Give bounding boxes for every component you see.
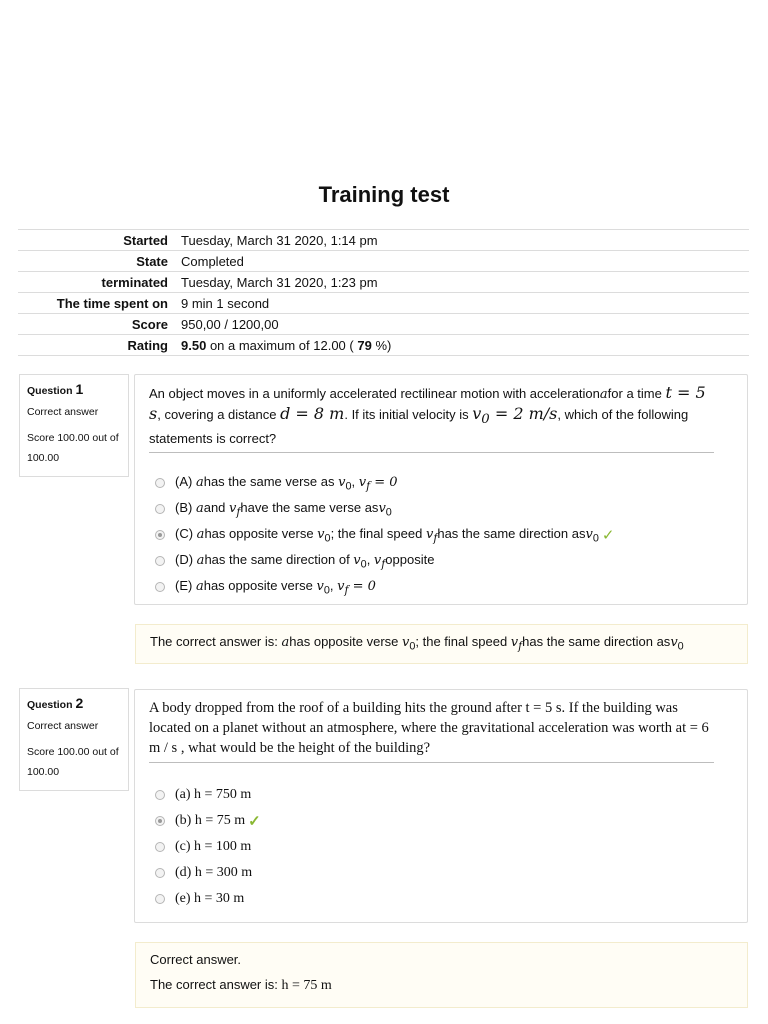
answer-text: has opposite verse (204, 525, 318, 541)
answer-text: and (203, 499, 230, 515)
answer-label: (c) h = 100 m (175, 839, 252, 854)
summary-label: terminated (18, 272, 181, 293)
answer-option-b[interactable] (149, 496, 733, 522)
answer-text: , (351, 473, 359, 489)
math-sub: f (518, 639, 523, 653)
math-sub: 0 (360, 558, 367, 571)
math-a: a (281, 635, 290, 650)
math-distance: d = 8 m (280, 404, 345, 423)
math-a: a (195, 500, 204, 516)
math-v: v (378, 500, 386, 516)
math-v: v (337, 578, 345, 594)
answer-text: has the same direction as (437, 525, 586, 541)
answer-label: (e) h = 30 m (175, 891, 245, 906)
answer-label (175, 500, 392, 519)
math-eq: = 0 (370, 474, 398, 490)
math-v: v (229, 500, 237, 516)
math-sub: f (433, 531, 438, 545)
math-v: v (510, 635, 519, 650)
feedback-text: has opposite verse (289, 634, 402, 649)
question-1-text (149, 383, 714, 453)
math-v: v (373, 552, 382, 568)
feedback-answer-line (150, 972, 733, 998)
question-1-answers (149, 470, 733, 600)
math-a: a (196, 552, 205, 568)
answer-text: ; the final speed (330, 525, 426, 541)
summary-value (181, 335, 749, 356)
radio-button[interactable] (155, 842, 165, 852)
summary-row-score (18, 314, 749, 335)
answer-text: has opposite verse (203, 577, 317, 593)
summary-value: 9 min 1 second (181, 293, 749, 314)
question-label: Question (27, 385, 73, 397)
question-2-heading (27, 695, 128, 711)
feedback-prefix: The correct answer is: (150, 634, 282, 649)
math-v: v (353, 552, 361, 568)
summary-label: The time spent on (18, 293, 181, 314)
answer-option-c[interactable] (149, 834, 733, 860)
answer-label (175, 578, 376, 597)
math-velocity (472, 404, 558, 428)
feedback-text: ; the final speed (415, 634, 511, 649)
answer-option-a[interactable] (149, 782, 733, 808)
radio-button-selected[interactable] (155, 816, 165, 826)
correct-check-icon: ✓ (248, 813, 261, 830)
radio-button[interactable] (155, 504, 165, 514)
radio-button[interactable] (155, 868, 165, 878)
math-v: v (316, 578, 324, 594)
math-sub: 0 (481, 412, 490, 428)
answer-label (175, 552, 434, 571)
question-1-state: Correct answer (27, 406, 99, 418)
question-2-answers (149, 782, 733, 912)
answer-option-c[interactable] (149, 522, 733, 548)
math-v: v (425, 526, 434, 542)
math-sub: 0 (409, 640, 416, 653)
question-label: Question (27, 699, 73, 711)
question-text-part: , covering a distance (157, 407, 277, 422)
answer-option-d[interactable] (149, 548, 733, 574)
math-a: a (195, 474, 204, 490)
summary-label: Started (18, 230, 181, 251)
answer-option-a[interactable] (149, 470, 733, 496)
math-a: a (599, 387, 608, 402)
question-text-part: An object moves in a uniformly accelerated rectilinear motion with acceleration (149, 386, 600, 401)
page-title: Training test (318, 182, 450, 207)
feedback-answer: h = 75 m (281, 978, 332, 993)
math-sub: 0 (592, 532, 599, 545)
math-sub: 0 (677, 640, 684, 653)
summary-row-time-spent (18, 293, 749, 314)
answer-letter: (C) (175, 525, 197, 541)
summary-row-state (18, 251, 749, 272)
answer-letter: (B) (175, 499, 196, 515)
math-v: v (472, 404, 482, 423)
answer-label: (b) h = 75 m (175, 813, 246, 828)
question-number: 1 (75, 381, 84, 397)
answer-label (175, 526, 599, 545)
question-number: 2 (75, 695, 84, 711)
question-1-feedback (135, 624, 748, 664)
summary-label: Score (18, 314, 181, 335)
math-time: t = 5 s (149, 383, 706, 423)
math-sub: 0 (324, 532, 331, 545)
rating-percent: 79 (357, 337, 372, 353)
answer-label: (a) h = 750 m (175, 787, 252, 802)
radio-button[interactable] (155, 790, 165, 800)
summary-value: Tuesday, March 31 2020, 1:23 pm (181, 272, 749, 293)
math-sub: f (236, 505, 241, 519)
question-text-part: , which of the following statements is correct? (149, 407, 689, 447)
answer-letter: (D) (175, 551, 197, 567)
math-sub: 0 (385, 506, 392, 519)
answer-option-d[interactable] (149, 860, 733, 886)
question-2-state: Correct answer (27, 720, 99, 732)
math-sub: 0 (323, 584, 330, 597)
question-1-info (19, 374, 129, 477)
feedback-prefix: The correct answer is: (150, 977, 282, 992)
answer-option-b[interactable] (149, 808, 733, 834)
radio-button[interactable] (155, 894, 165, 904)
question-text-part: for a time (607, 386, 662, 401)
math-sub: f (381, 557, 386, 571)
math-sub: 0 (345, 480, 352, 493)
answer-option-e[interactable] (149, 574, 733, 600)
math-a: a (195, 578, 204, 594)
radio-button[interactable] (155, 478, 165, 488)
feedback-text: has the same direction as (522, 634, 671, 649)
answer-text: , (366, 551, 374, 567)
question-1-content (134, 374, 748, 605)
radio-button[interactable] (155, 556, 165, 566)
question-1-score: Score 100.00 out of 100.00 (27, 432, 119, 464)
question-2-info (19, 688, 129, 791)
correct-check-icon: ✓ (601, 527, 615, 545)
question-2-text: A body dropped from the roof of a building hits the ground after t = 5 s. If the building was located on a planet without an atmosphere, where the gravitational acceleration was worth at = 6 m / s , what would be the height of the building? (149, 698, 714, 763)
question-2-feedback (135, 942, 748, 1008)
math-eq: = 2 m/s (489, 404, 558, 423)
radio-button-selected[interactable] (155, 530, 165, 540)
math-sub: f (344, 583, 349, 597)
answer-text: has the same verse as (203, 473, 339, 489)
answer-label (175, 474, 398, 493)
attempt-summary-table (18, 229, 749, 356)
radio-button[interactable] (155, 582, 165, 592)
rating-percent-sign: %) (375, 337, 392, 353)
math-v: v (317, 526, 325, 542)
question-2-score: Score 100.00 out of 100.00 (27, 746, 119, 778)
math-sub: f (366, 479, 371, 493)
answer-text: have the same verse as (240, 499, 379, 515)
answer-text: opposite (385, 551, 435, 567)
summary-value: Tuesday, March 31 2020, 1:14 pm (181, 230, 749, 251)
summary-label: State (18, 251, 181, 272)
math-v: v (338, 474, 346, 490)
summary-row-started (18, 230, 749, 251)
question-text-part: . If its initial velocity is (344, 407, 469, 422)
answer-text: , (329, 577, 338, 593)
math-a: a (196, 526, 205, 542)
summary-value: Completed (181, 251, 749, 272)
math-v: v (585, 526, 593, 542)
answer-letter: (A) (175, 473, 196, 489)
math-eq: = 0 (348, 578, 376, 594)
math-v: v (670, 635, 678, 650)
answer-letter: (E) (175, 577, 196, 593)
summary-label: Rating (18, 335, 181, 356)
answer-label: (d) h = 300 m (175, 865, 253, 880)
feedback-correct-line: Correct answer. (150, 952, 242, 967)
answer-option-e[interactable] (149, 886, 733, 912)
summary-row-rating (18, 335, 749, 356)
summary-value: 950,00 / 1200,00 (181, 314, 749, 335)
question-2-content (134, 689, 748, 923)
rating-max: on a maximum of 12.00 ( (209, 337, 354, 353)
summary-row-terminated (18, 272, 749, 293)
math-v: v (402, 635, 410, 650)
math-v: v (358, 474, 367, 490)
answer-text: has the same direction of (204, 551, 354, 567)
question-1-heading (27, 381, 128, 397)
rating-grade: 9.50 (181, 337, 207, 353)
